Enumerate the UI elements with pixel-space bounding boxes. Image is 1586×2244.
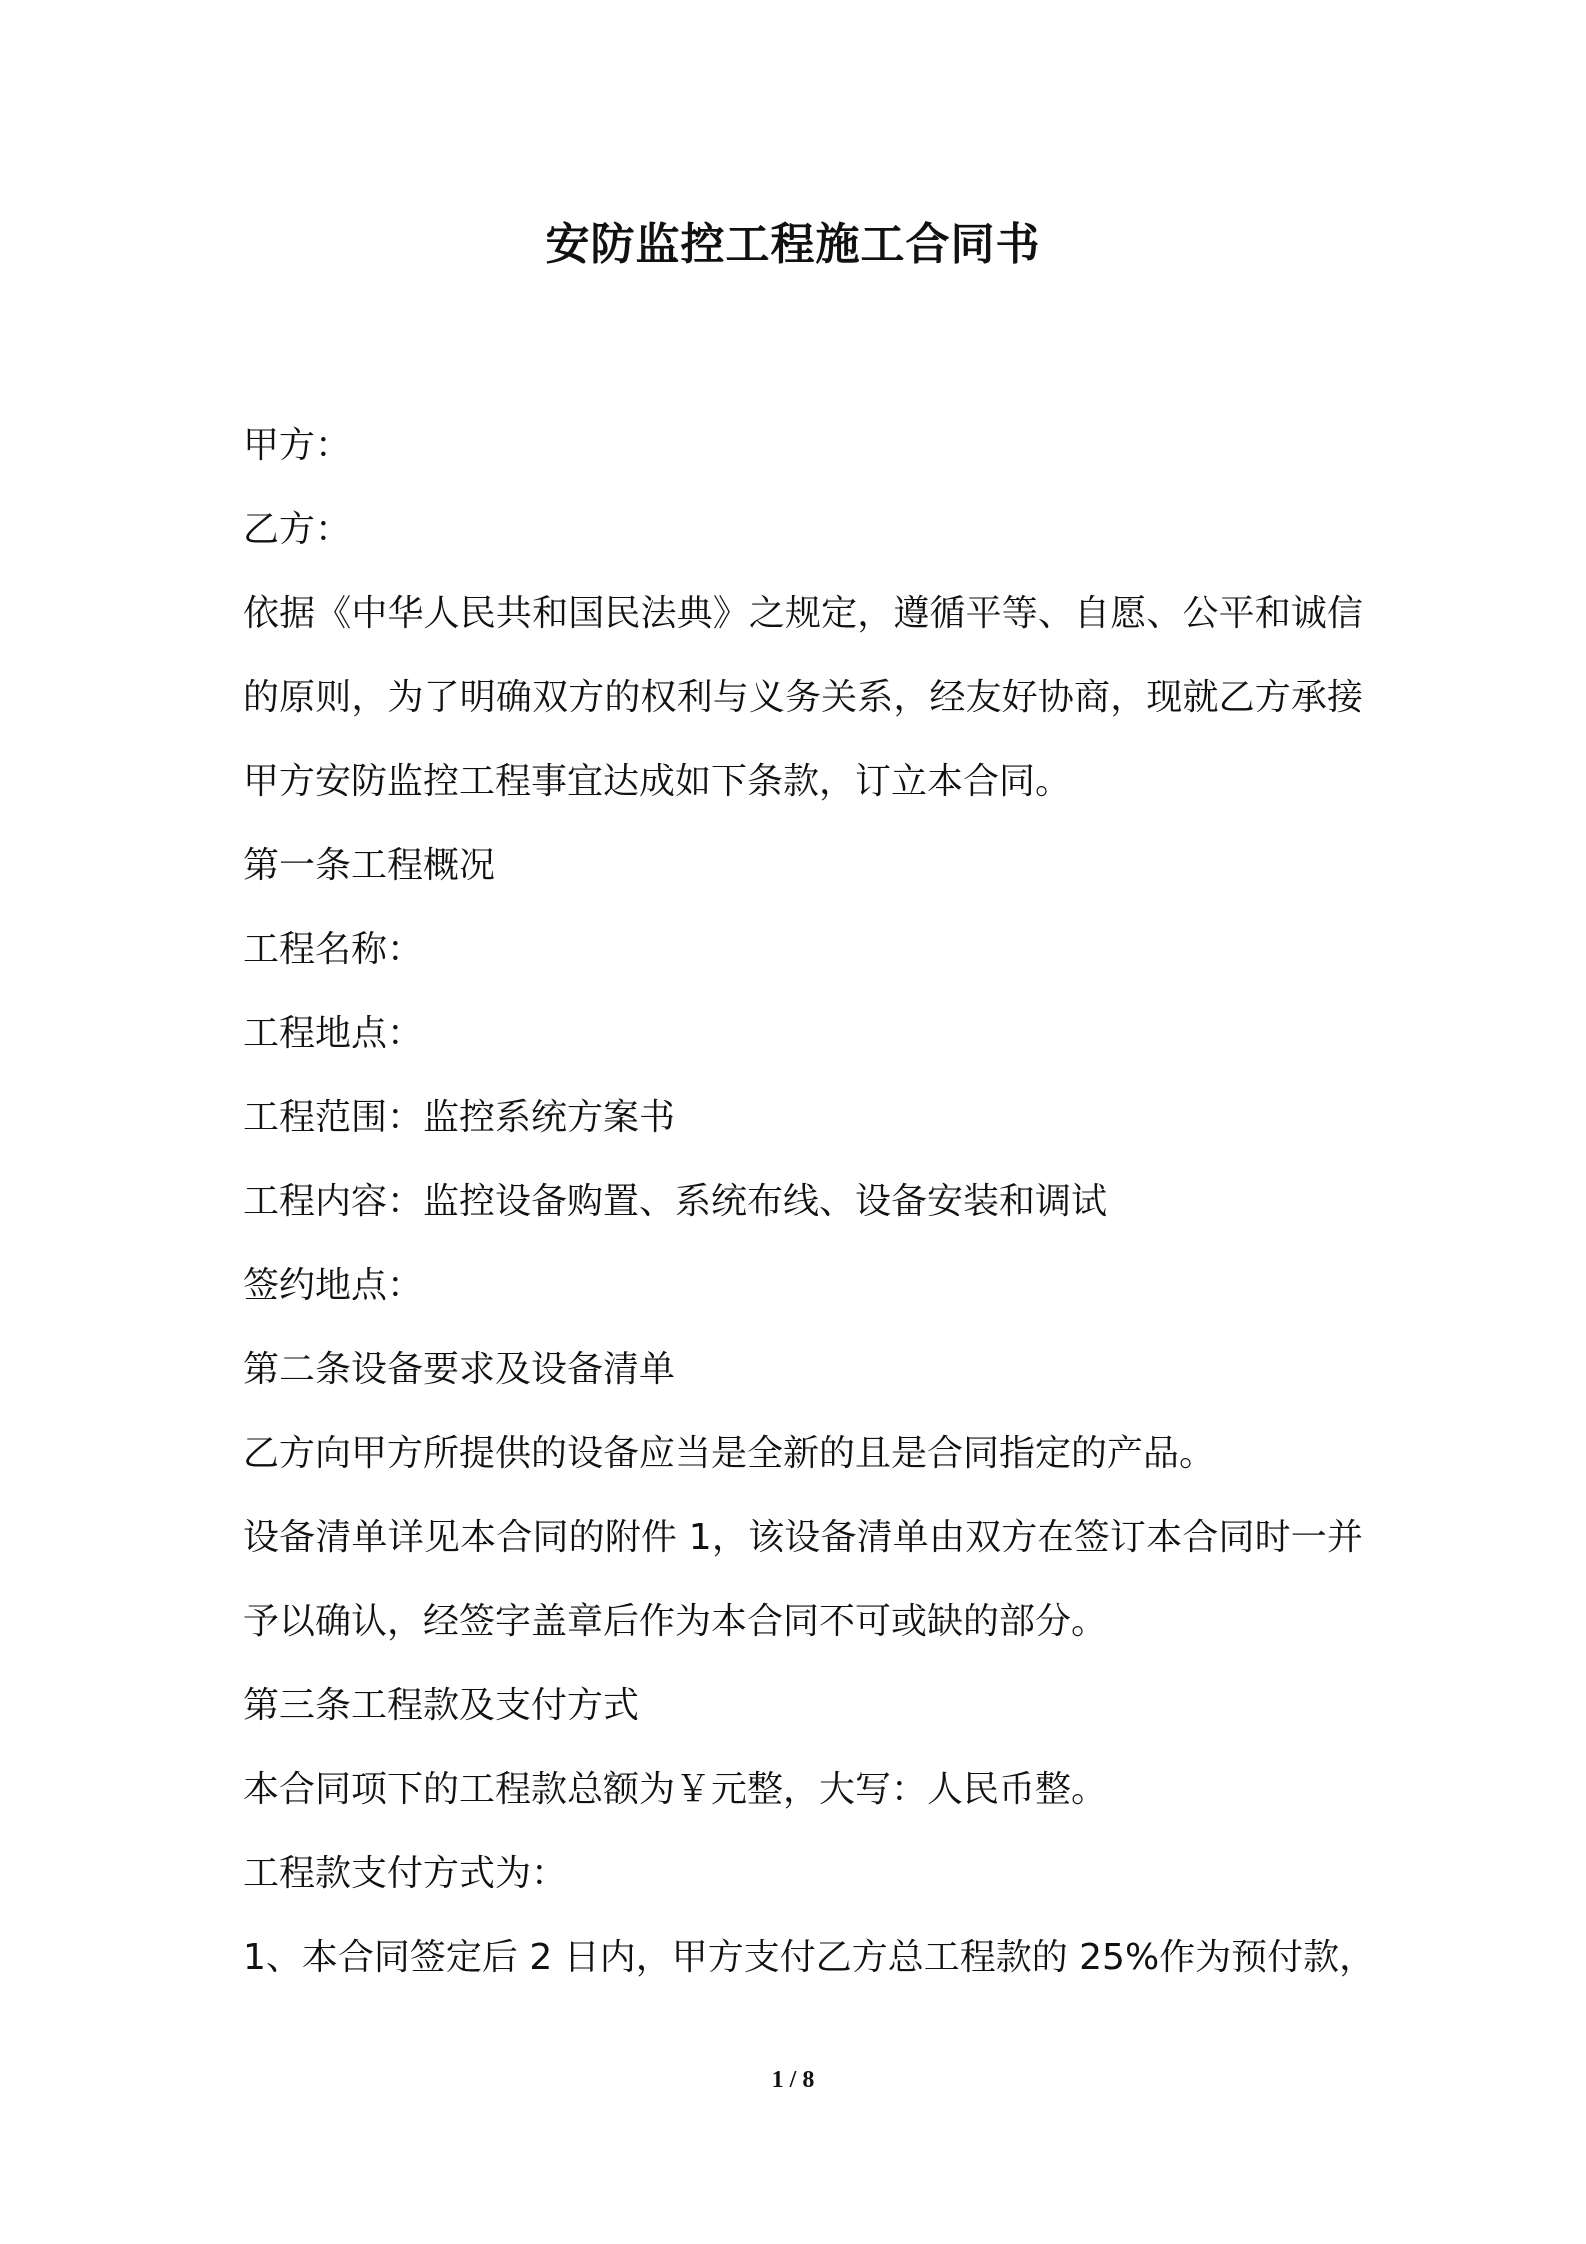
party-a-line: 甲方： xyxy=(243,425,352,466)
project-content-line: 工程内容：监控设备购置、系统布线、设备安装和调试 xyxy=(243,1181,1108,1222)
article-3-heading: 第三条工程款及支付方式 xyxy=(243,1685,640,1726)
document-body xyxy=(243,404,1376,2000)
party-b-line: 乙方： xyxy=(243,509,352,550)
project-scope-line: 工程范围：监控系统方案书 xyxy=(243,1097,676,1138)
equipment-list-paragraph: 设备清单详见本合同的附件 1，该设备清单由双方在签订本合同时一并予以确认，经签字盖章后作为本合同不可或缺的部分。 xyxy=(243,1517,1363,1642)
signing-location-line: 签约地点： xyxy=(243,1265,424,1306)
article-2-heading: 第二条设备要求及设备清单 xyxy=(243,1349,676,1390)
project-name-line: 工程名称： xyxy=(243,929,424,970)
document-title: 安防监控工程施工合同书 xyxy=(545,219,1041,270)
article-1-heading: 第一条工程概况 xyxy=(243,845,496,886)
preamble-paragraph: 依据《中华人民共和国民法典》之规定，遵循平等、自愿、公平和诚信的原则，为了明确双方的权利与义务关系，经友好协商，现就乙方承接甲方安防监控工程事宜达成如下条款，订立本合同。 xyxy=(243,593,1363,802)
total-amount-paragraph: 本合同项下的工程款总额为￥元整，大写：人民币整。 xyxy=(243,1769,1108,1810)
equipment-requirement-paragraph: 乙方向甲方所提供的设备应当是全新的且是合同指定的产品。 xyxy=(243,1433,1216,1474)
page-number: 1 / 8 xyxy=(771,2067,815,2093)
payment-method-heading: 工程款支付方式为： xyxy=(243,1853,568,1894)
project-location-line: 工程地点： xyxy=(243,1013,424,1054)
payment-item-1: 1、本合同签定后 2 日内，甲方支付乙方总工程款的 25%作为预付款， xyxy=(243,1937,1376,1978)
